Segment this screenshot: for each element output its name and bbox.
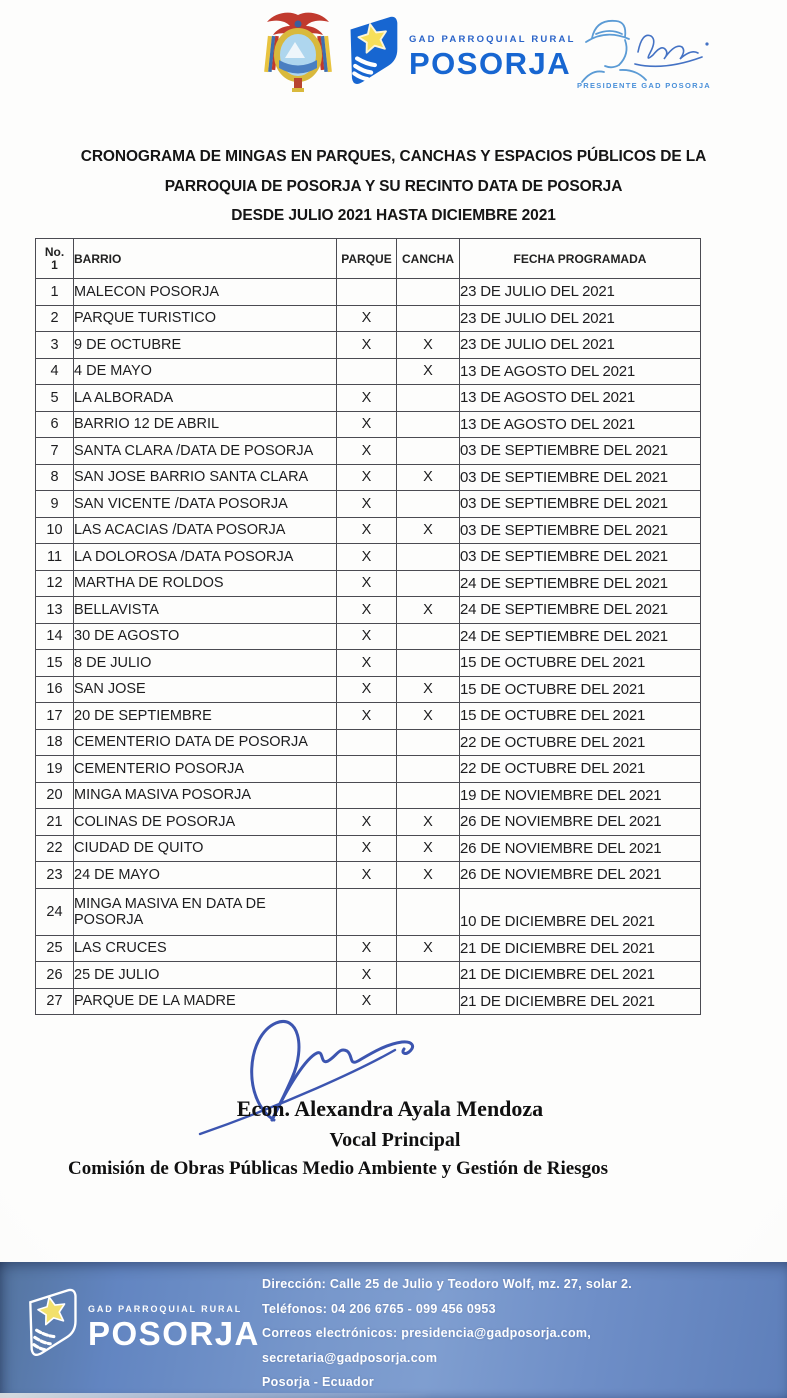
row-number-cell: 9 bbox=[36, 491, 74, 518]
cancha-mark-cell: X bbox=[397, 358, 460, 385]
parque-mark-cell: X bbox=[337, 597, 397, 624]
table-row bbox=[36, 809, 701, 836]
table-row bbox=[36, 411, 701, 438]
cancha-mark-cell: X bbox=[397, 676, 460, 703]
parque-mark-cell: X bbox=[337, 862, 397, 889]
cancha-mark-cell bbox=[397, 305, 460, 332]
fecha-cell: 23 DE JULIO DEL 2021 bbox=[460, 332, 701, 359]
cancha-mark-cell bbox=[397, 438, 460, 465]
table-body bbox=[36, 279, 701, 1015]
parque-mark-cell bbox=[337, 358, 397, 385]
president-sketch-icon bbox=[572, 12, 722, 94]
row-number-cell: 24 bbox=[36, 888, 74, 935]
parque-mark-cell: X bbox=[337, 935, 397, 962]
table-row bbox=[36, 623, 701, 650]
row-number-cell: 18 bbox=[36, 729, 74, 756]
parque-mark-cell: X bbox=[337, 305, 397, 332]
barrio-cell: 30 DE AGOSTO bbox=[74, 623, 337, 650]
barrio-cell: COLINAS DE POSORJA bbox=[74, 809, 337, 836]
title-line-3: DESDE JULIO 2021 HASTA DICIEMBRE 2021 bbox=[231, 207, 556, 224]
signature-ink bbox=[190, 1008, 440, 1143]
table-row bbox=[36, 756, 701, 783]
table-row bbox=[36, 544, 701, 571]
footer-posorja-logo bbox=[24, 1284, 260, 1362]
parque-mark-cell: X bbox=[337, 676, 397, 703]
document-title bbox=[0, 142, 787, 231]
cancha-mark-cell bbox=[397, 650, 460, 677]
cancha-mark-cell: X bbox=[397, 332, 460, 359]
barrio-cell: LAS CRUCES bbox=[74, 935, 337, 962]
cancha-mark-cell bbox=[397, 544, 460, 571]
row-number-cell: 15 bbox=[36, 650, 74, 677]
footer-email-1: Correos electrónicos: presidencia@gadposorja.com, bbox=[262, 1326, 592, 1340]
posorja-shield-icon bbox=[344, 12, 402, 90]
footer-gad-label: GAD PARROQUIAL RURAL bbox=[88, 1304, 243, 1314]
fecha-cell: 24 DE SEPTIEMBRE DEL 2021 bbox=[460, 570, 701, 597]
table-row bbox=[36, 438, 701, 465]
barrio-cell: SAN JOSE bbox=[74, 676, 337, 703]
header-parque: PARQUE bbox=[337, 239, 397, 279]
cancha-mark-cell: X bbox=[397, 862, 460, 889]
fecha-cell: 03 DE SEPTIEMBRE DEL 2021 bbox=[460, 544, 701, 571]
cancha-mark-cell: X bbox=[397, 517, 460, 544]
row-number-cell: 14 bbox=[36, 623, 74, 650]
barrio-cell: BELLAVISTA bbox=[74, 597, 337, 624]
parque-mark-cell: X bbox=[337, 623, 397, 650]
cancha-mark-cell: X bbox=[397, 703, 460, 730]
row-number-cell: 17 bbox=[36, 703, 74, 730]
header-barrio: BARRIO bbox=[74, 239, 337, 279]
fecha-cell: 24 DE SEPTIEMBRE DEL 2021 bbox=[460, 623, 701, 650]
gad-parroquial-label: GAD PARROQUIAL RURAL bbox=[409, 34, 576, 45]
row-number-cell: 7 bbox=[36, 438, 74, 465]
fecha-cell: 21 DE DICIEMBRE DEL 2021 bbox=[460, 962, 701, 989]
fecha-cell: 23 DE JULIO DEL 2021 bbox=[460, 305, 701, 332]
row-number-cell: 5 bbox=[36, 385, 74, 412]
row-number-cell: 21 bbox=[36, 809, 74, 836]
parque-mark-cell bbox=[337, 756, 397, 783]
footer-location: Posorja - Ecuador bbox=[262, 1375, 375, 1389]
cancha-mark-cell bbox=[397, 570, 460, 597]
cancha-mark-cell bbox=[397, 491, 460, 518]
table-row bbox=[36, 703, 701, 730]
table-row bbox=[36, 305, 701, 332]
posorja-brand-logo bbox=[344, 12, 576, 90]
cancha-mark-cell bbox=[397, 962, 460, 989]
parque-mark-cell: X bbox=[337, 962, 397, 989]
barrio-cell: CEMENTERIO POSORJA bbox=[74, 756, 337, 783]
table-row bbox=[36, 782, 701, 809]
parque-mark-cell bbox=[337, 729, 397, 756]
fecha-cell: 15 DE OCTUBRE DEL 2021 bbox=[460, 676, 701, 703]
table-row bbox=[36, 517, 701, 544]
cancha-mark-cell bbox=[397, 729, 460, 756]
fecha-cell: 26 DE NOVIEMBRE DEL 2021 bbox=[460, 862, 701, 889]
cancha-mark-cell: X bbox=[397, 935, 460, 962]
parque-mark-cell: X bbox=[337, 570, 397, 597]
cancha-mark-cell bbox=[397, 782, 460, 809]
parque-mark-cell: X bbox=[337, 544, 397, 571]
table-row bbox=[36, 332, 701, 359]
cancha-mark-cell: X bbox=[397, 835, 460, 862]
barrio-cell: MARTHA DE ROLDOS bbox=[74, 570, 337, 597]
parque-mark-cell: X bbox=[337, 703, 397, 730]
parque-mark-cell: X bbox=[337, 988, 397, 1015]
fecha-cell: 24 DE SEPTIEMBRE DEL 2021 bbox=[460, 597, 701, 624]
cancha-mark-cell bbox=[397, 623, 460, 650]
table-row bbox=[36, 888, 701, 935]
row-number-cell: 10 bbox=[36, 517, 74, 544]
row-number-cell: 22 bbox=[36, 835, 74, 862]
fecha-cell: 03 DE SEPTIEMBRE DEL 2021 bbox=[460, 464, 701, 491]
table-row bbox=[36, 835, 701, 862]
title-line-2: PARROQUIA DE POSORJA Y SU RECINTO DATA DE POSORJA bbox=[164, 177, 623, 195]
parque-mark-cell: X bbox=[337, 809, 397, 836]
fecha-cell: 26 DE NOVIEMBRE DEL 2021 bbox=[460, 809, 701, 836]
footer-address: Dirección: Calle 25 de Julio y Teodoro Wolf, mz. 27, solar 2. bbox=[262, 1277, 633, 1291]
footer-logo-text bbox=[88, 1284, 260, 1353]
footer-posorja-wordmark: POSORJA bbox=[88, 1315, 260, 1352]
row-number-cell: 6 bbox=[36, 411, 74, 438]
signatory-commission: Comisión de Obras Públicas Medio Ambiente y Gestión de Riesgos bbox=[68, 1158, 608, 1179]
posorja-wordmark: POSORJA bbox=[409, 46, 572, 81]
barrio-cell: 9 DE OCTUBRE bbox=[74, 332, 337, 359]
fecha-cell: 15 DE OCTUBRE DEL 2021 bbox=[460, 703, 701, 730]
barrio-cell: 20 DE SEPTIEMBRE bbox=[74, 703, 337, 730]
table-row bbox=[36, 358, 701, 385]
barrio-cell: CEMENTERIO DATA DE POSORJA bbox=[74, 729, 337, 756]
parque-mark-cell: X bbox=[337, 517, 397, 544]
table-row bbox=[36, 491, 701, 518]
signatory-role: Vocal Principal bbox=[329, 1129, 461, 1151]
table-header bbox=[36, 239, 701, 279]
table-row bbox=[36, 676, 701, 703]
table-row bbox=[36, 729, 701, 756]
barrio-cell: 24 DE MAYO bbox=[74, 862, 337, 889]
cancha-mark-cell bbox=[397, 411, 460, 438]
barrio-cell: BARRIO 12 DE ABRIL bbox=[74, 411, 337, 438]
row-number-cell: 1 bbox=[36, 279, 74, 306]
fecha-cell: 13 DE AGOSTO DEL 2021 bbox=[460, 358, 701, 385]
table-row bbox=[36, 464, 701, 491]
table-row bbox=[36, 385, 701, 412]
header-no: No. 1 bbox=[36, 239, 74, 279]
footer-contact-block bbox=[262, 1272, 632, 1395]
table-row bbox=[36, 650, 701, 677]
footer-email-2: secretaria@gadposorja.com bbox=[262, 1350, 438, 1365]
row-number-cell: 4 bbox=[36, 358, 74, 385]
row-number-cell: 3 bbox=[36, 332, 74, 359]
row-number-cell: 23 bbox=[36, 862, 74, 889]
president-logo bbox=[572, 12, 722, 99]
fecha-cell: 10 DE DICIEMBRE DEL 2021 bbox=[460, 888, 701, 935]
parque-mark-cell: X bbox=[337, 491, 397, 518]
barrio-cell: PARQUE TURISTICO bbox=[74, 305, 337, 332]
fecha-cell: 21 DE DICIEMBRE DEL 2021 bbox=[460, 988, 701, 1015]
cancha-mark-cell: X bbox=[397, 809, 460, 836]
footer-band bbox=[0, 1262, 787, 1398]
parque-mark-cell bbox=[337, 782, 397, 809]
row-number-cell: 16 bbox=[36, 676, 74, 703]
barrio-cell: SAN VICENTE /DATA POSORJA bbox=[74, 491, 337, 518]
barrio-cell: MALECON POSORJA bbox=[74, 279, 337, 306]
title-line-1: CRONOGRAMA DE MINGAS EN PARQUES, CANCHAS Y ESPACIOS PÚBLICOS DE LA bbox=[80, 148, 707, 165]
fecha-cell: 22 DE OCTUBRE DEL 2021 bbox=[460, 729, 701, 756]
signatory-name: Econ. Alexandra Ayala Mendoza bbox=[236, 1096, 544, 1121]
footer-shield-icon bbox=[24, 1284, 80, 1362]
row-number-cell: 27 bbox=[36, 988, 74, 1015]
fecha-cell: 22 DE OCTUBRE DEL 2021 bbox=[460, 756, 701, 783]
table-row bbox=[36, 570, 701, 597]
parque-mark-cell: X bbox=[337, 332, 397, 359]
barrio-cell: 8 DE JULIO bbox=[74, 650, 337, 677]
barrio-cell: LA DOLOROSA /DATA POSORJA bbox=[74, 544, 337, 571]
row-number-cell: 26 bbox=[36, 962, 74, 989]
barrio-cell: SANTA CLARA /DATA DE POSORJA bbox=[74, 438, 337, 465]
barrio-cell: LA ALBORADA bbox=[74, 385, 337, 412]
president-caption: PRESIDENTE GAD POSORJA bbox=[576, 81, 712, 90]
footer-phones: Teléfonos: 04 206 6765 - 099 456 0953 bbox=[262, 1301, 496, 1316]
barrio-cell: PARQUE DE LA MADRE bbox=[74, 988, 337, 1015]
table-row bbox=[36, 962, 701, 989]
header-cancha: CANCHA bbox=[397, 239, 460, 279]
parque-mark-cell: X bbox=[337, 835, 397, 862]
fecha-cell: 13 DE AGOSTO DEL 2021 bbox=[460, 385, 701, 412]
row-number-cell: 2 bbox=[36, 305, 74, 332]
fecha-cell: 21 DE DICIEMBRE DEL 2021 bbox=[460, 935, 701, 962]
cancha-mark-cell bbox=[397, 385, 460, 412]
parque-mark-cell bbox=[337, 279, 397, 306]
fecha-cell: 13 DE AGOSTO DEL 2021 bbox=[460, 411, 701, 438]
table-row bbox=[36, 597, 701, 624]
fecha-cell: 19 DE NOVIEMBRE DEL 2021 bbox=[460, 782, 701, 809]
row-number-cell: 19 bbox=[36, 756, 74, 783]
barrio-cell: SAN JOSE BARRIO SANTA CLARA bbox=[74, 464, 337, 491]
row-number-cell: 12 bbox=[36, 570, 74, 597]
table-row bbox=[36, 935, 701, 962]
row-number-cell: 13 bbox=[36, 597, 74, 624]
cancha-mark-cell bbox=[397, 756, 460, 783]
cancha-mark-cell: X bbox=[397, 464, 460, 491]
parque-mark-cell: X bbox=[337, 650, 397, 677]
row-number-cell: 20 bbox=[36, 782, 74, 809]
fecha-cell: 26 DE NOVIEMBRE DEL 2021 bbox=[460, 835, 701, 862]
fecha-cell: 15 DE OCTUBRE DEL 2021 bbox=[460, 650, 701, 677]
barrio-cell: MINGA MASIVA EN DATA DE POSORJA bbox=[74, 888, 337, 935]
row-number-cell: 8 bbox=[36, 464, 74, 491]
table-row bbox=[36, 862, 701, 889]
header-fecha: FECHA PROGRAMADA bbox=[460, 239, 701, 279]
posorja-brand-text bbox=[409, 12, 576, 82]
parque-mark-cell: X bbox=[337, 464, 397, 491]
parque-mark-cell: X bbox=[337, 411, 397, 438]
parque-mark-cell: X bbox=[337, 385, 397, 412]
row-number-cell: 25 bbox=[36, 935, 74, 962]
schedule-table bbox=[35, 238, 701, 1015]
ecuador-coat-of-arms-icon bbox=[258, 8, 338, 98]
parque-mark-cell bbox=[337, 888, 397, 935]
row-number-cell: 11 bbox=[36, 544, 74, 571]
table-row bbox=[36, 279, 701, 306]
barrio-cell: CIUDAD DE QUITO bbox=[74, 835, 337, 862]
barrio-cell: 4 DE MAYO bbox=[74, 358, 337, 385]
fecha-cell: 03 DE SEPTIEMBRE DEL 2021 bbox=[460, 438, 701, 465]
fecha-cell: 23 DE JULIO DEL 2021 bbox=[460, 279, 701, 306]
parque-mark-cell: X bbox=[337, 438, 397, 465]
fecha-cell: 03 DE SEPTIEMBRE DEL 2021 bbox=[460, 517, 701, 544]
barrio-cell: MINGA MASIVA POSORJA bbox=[74, 782, 337, 809]
fecha-cell: 03 DE SEPTIEMBRE DEL 2021 bbox=[460, 491, 701, 518]
barrio-cell: 25 DE JULIO bbox=[74, 962, 337, 989]
cancha-mark-cell bbox=[397, 888, 460, 935]
barrio-cell: LAS ACACIAS /DATA POSORJA bbox=[74, 517, 337, 544]
cancha-mark-cell bbox=[397, 279, 460, 306]
cancha-mark-cell: X bbox=[397, 597, 460, 624]
